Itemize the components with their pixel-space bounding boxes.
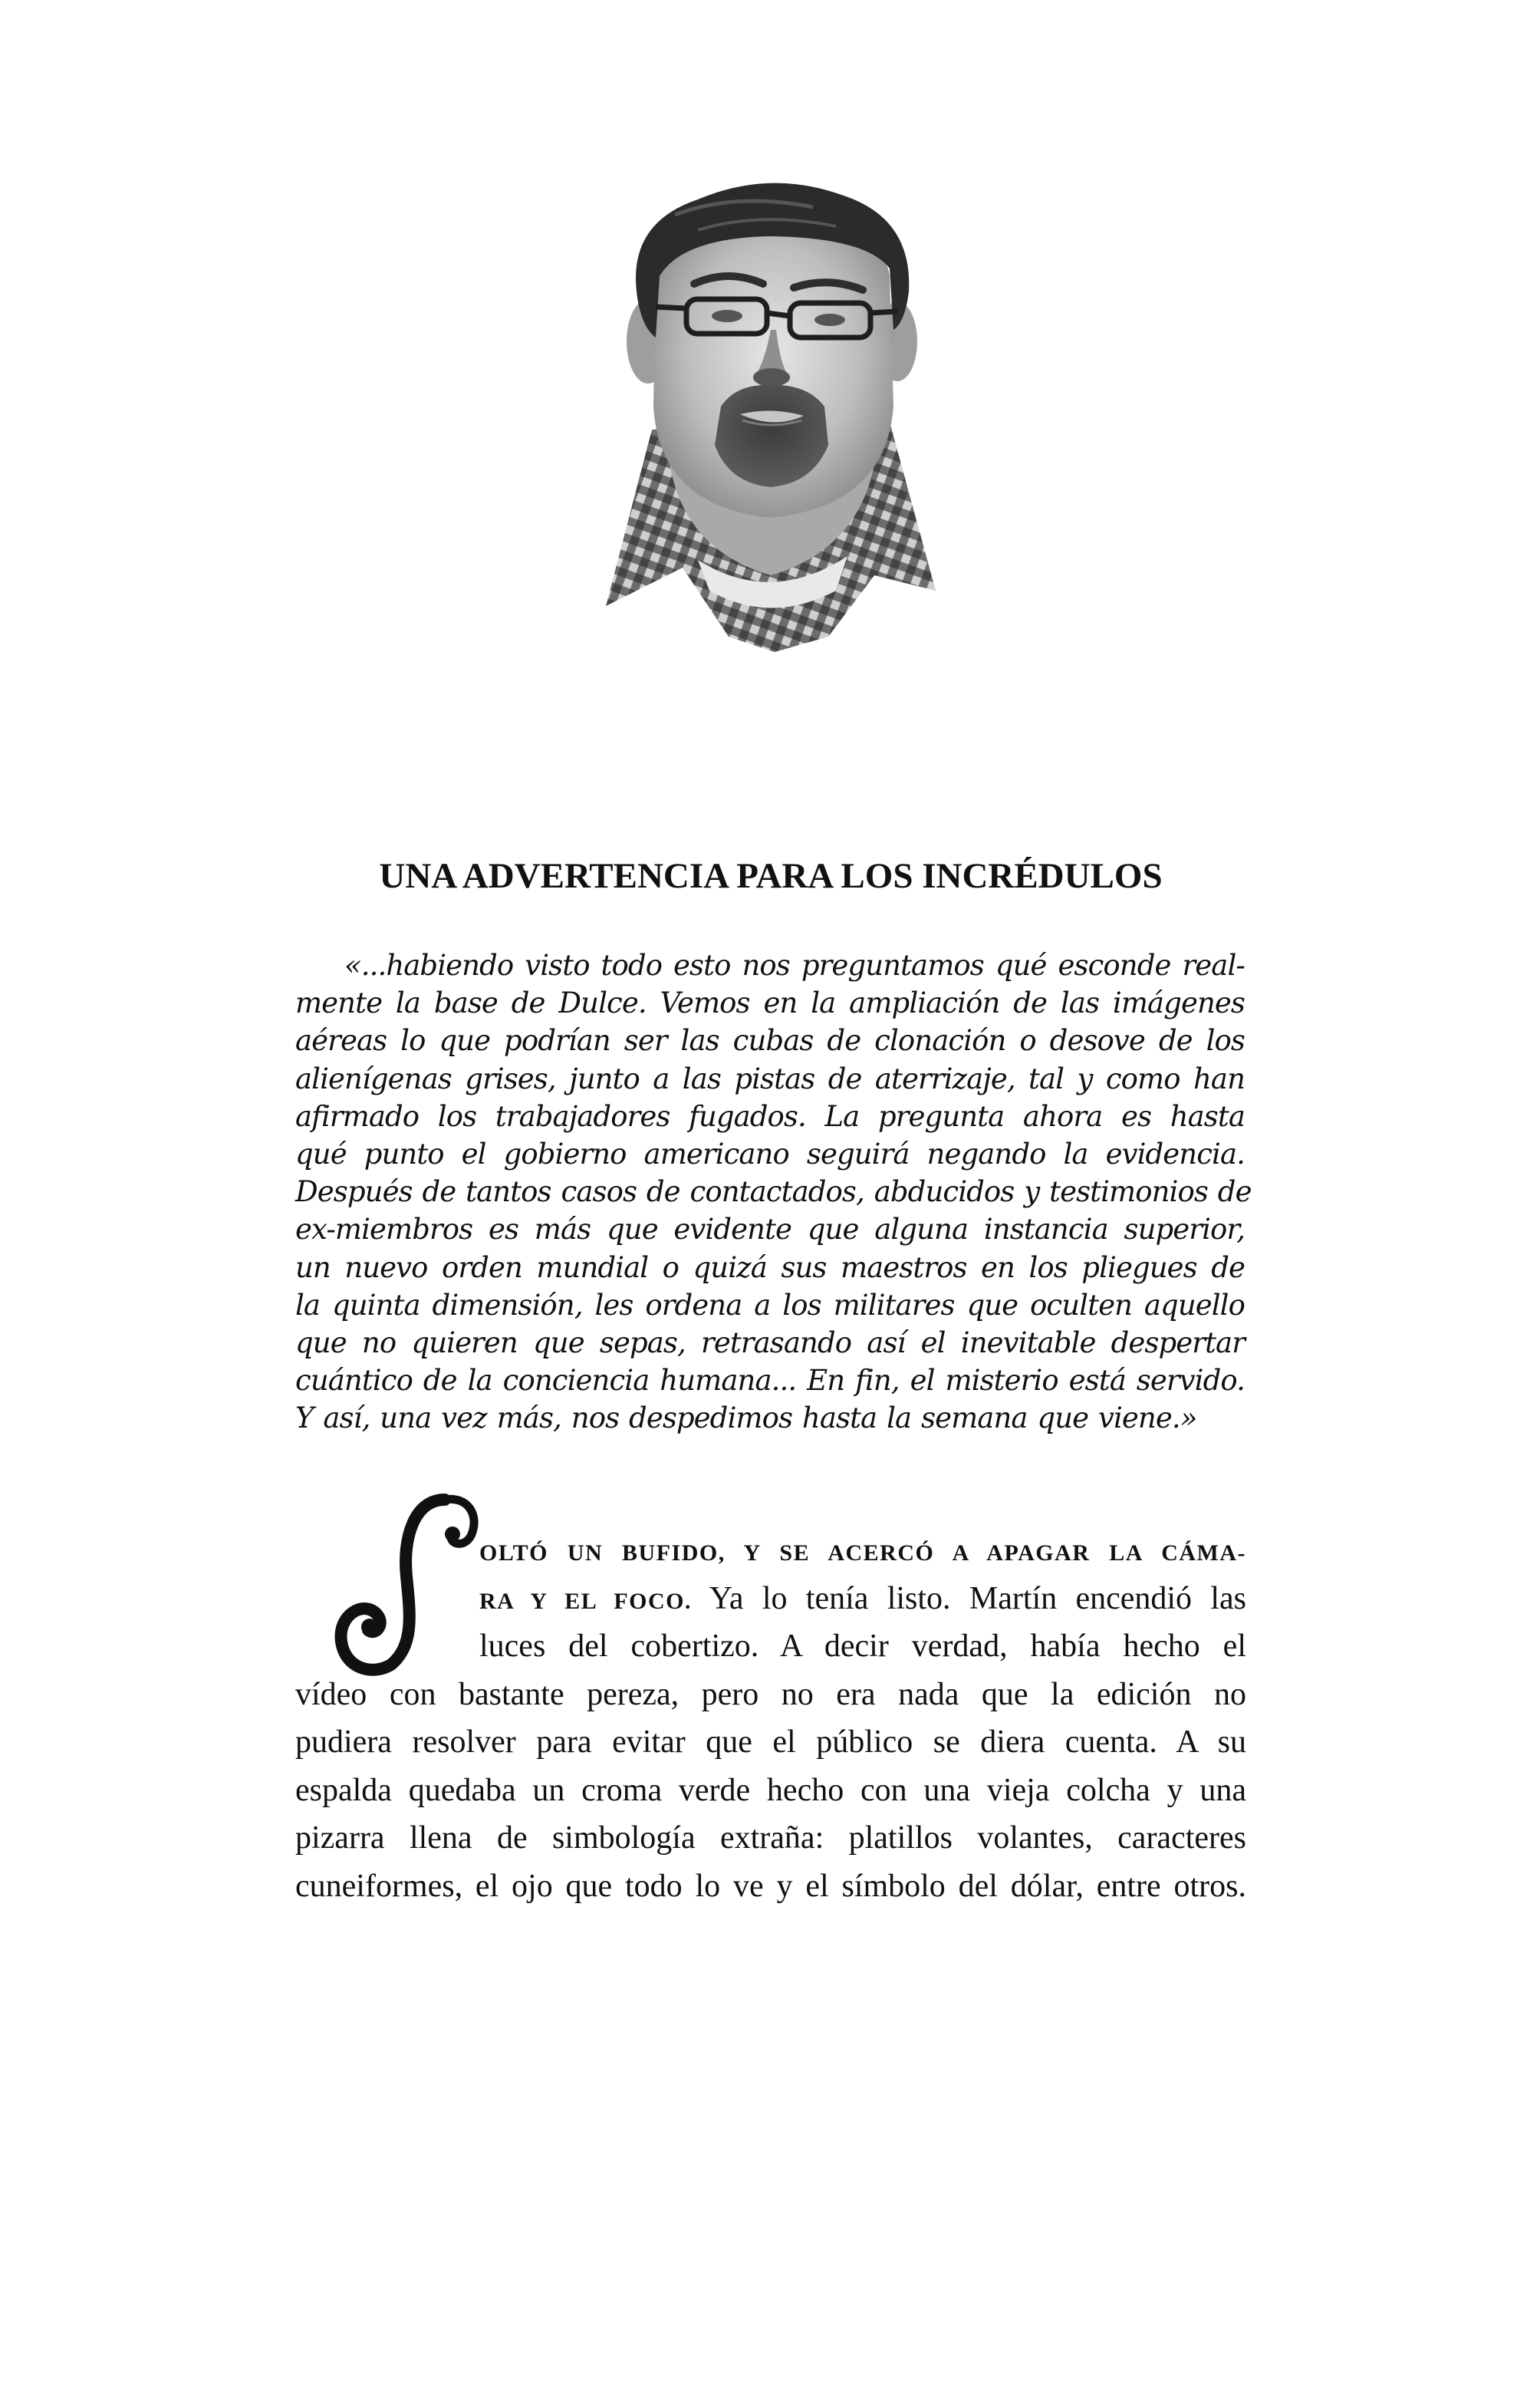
opening-smallcaps-end: RA Y EL FOCO. (479, 1588, 693, 1614)
opening-smallcaps: OLTÓ UN BUFIDO, Y SE ACERCÓ A APAGAR LA CÁMA- (479, 1540, 1246, 1566)
body-line: pizarra llena de simbología extraña: platillos volantes, caracteres (295, 1820, 1246, 1856)
quote-line: aéreas lo que podrían ser las cubas de clonación o desove de los (295, 1024, 1245, 1058)
quote-line: que no quieren que sepas, retrasando así el inevitable despertar (295, 1326, 1245, 1360)
body-line (479, 1527, 1246, 1575)
quote-line: la quinta dimensión, les ordena a los militares que oculten aquello (295, 1288, 1245, 1322)
quote-line: ex-miembros es más que evidente que alguna instancia superior, (295, 1213, 1245, 1247)
chapter-title: UNA ADVERTENCIA PARA LOS INCRÉDULOS (379, 856, 1163, 896)
body-line (479, 1575, 1246, 1623)
body-paragraph (295, 1527, 1246, 1910)
body-line: luces del cobertizo. A decir verdad, había hecho el (479, 1629, 1246, 1664)
quote-line: cuántico de la conciencia humana... En fin, el misterio está servido. (295, 1364, 1245, 1398)
right-eye (814, 314, 845, 326)
body-line: vídeo con bastante pereza, pero no era nada que la edición no (295, 1676, 1246, 1712)
epigraph-quote (295, 947, 1252, 1438)
body-line: espalda quedaba un croma verde hecho con una vieja colcha y una (295, 1772, 1246, 1808)
quote-line: «...habiendo visto todo esto nos preguntamos qué esconde real- (344, 949, 1245, 982)
body-line: pudiera resolver para evitar que el público se diera cuenta. A su (295, 1724, 1246, 1760)
quote-line: alienígenas grises, junto a las pistas de aterrizaje, tal y como han (295, 1062, 1245, 1095)
quote-line: un nuevo orden mundial o quizá sus maestros en los pliegues de (295, 1250, 1245, 1284)
character-portrait-illustration (583, 176, 959, 652)
body-text: Ya lo tenía listo. Martín encendió las (692, 1580, 1246, 1616)
quote-line: qué punto el gobierno americano seguirá negando la evidencia. (295, 1138, 1245, 1171)
quote-line: Y así, una vez más, nos despedimos hasta la semana que viene.» (295, 1401, 1197, 1435)
quote-line: Después de tantos casos de contactados, abducidos y testimonios de (295, 1175, 1252, 1209)
quote-line: mente la base de Dulce. Vemos en la ampliación de las imágenes (295, 986, 1245, 1020)
quote-line: afirmado los trabajadores fugados. La pregunta ahora es hasta (295, 1099, 1245, 1133)
body-line: cuneiformes, el ojo que todo lo ve y el símbolo del dólar, entre otros. (295, 1868, 1246, 1904)
left-eye (712, 310, 742, 322)
